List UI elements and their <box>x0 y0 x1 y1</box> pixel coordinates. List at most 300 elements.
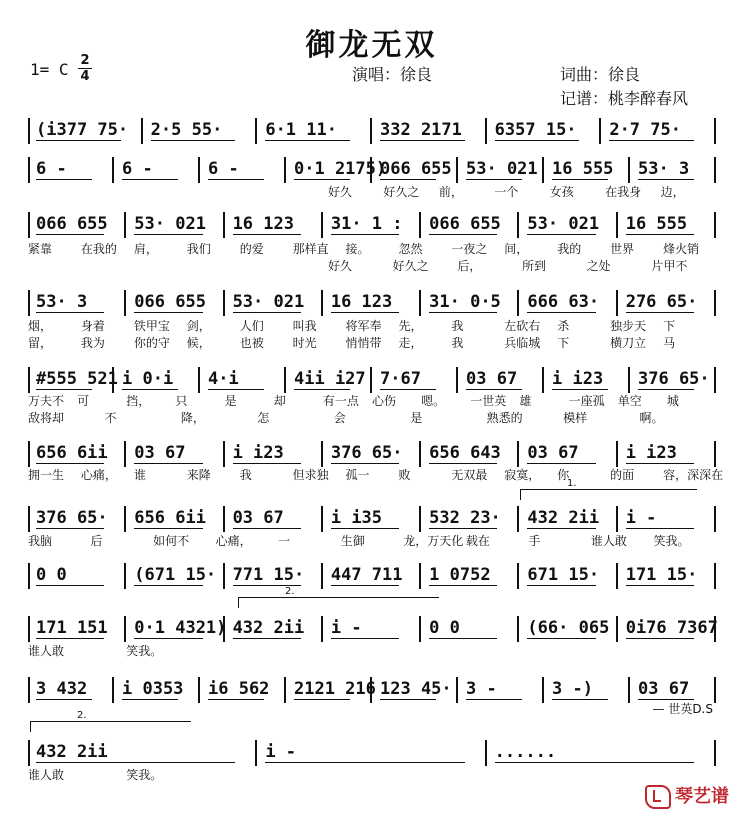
lyric-word: 下 <box>557 336 570 350</box>
staff-row <box>28 616 716 636</box>
beam-underline <box>626 463 694 464</box>
lyric-word: 在我的 <box>80 242 117 256</box>
beam-underline <box>36 762 235 763</box>
measure: i i23 <box>625 443 677 463</box>
barline <box>714 740 716 766</box>
beam-underline <box>380 140 465 141</box>
lyric-word: 横刀立 <box>610 336 647 350</box>
beam-underline <box>208 179 264 180</box>
volta-label-2: 2. <box>285 586 295 597</box>
lyric-word: 候， <box>186 336 211 350</box>
lyric-word: 的面 <box>610 468 635 482</box>
measure: 447 711 <box>330 565 403 585</box>
beam-underline <box>466 179 522 180</box>
watermark-text: 琴艺谱 <box>675 786 729 807</box>
beam-underline <box>527 585 595 586</box>
barline <box>517 563 519 589</box>
measure: 03 67 <box>527 443 579 463</box>
barline <box>419 506 421 532</box>
measure: 53· 021 <box>527 214 600 234</box>
lyric-word: 兵临城 <box>504 336 541 350</box>
measure: 771 15· <box>232 565 305 585</box>
lyric-word: 世界 <box>610 242 635 256</box>
lyric-word: 下 <box>663 319 676 333</box>
barline <box>419 616 421 642</box>
beam-underline <box>36 234 104 235</box>
barline <box>28 506 30 532</box>
beam-underline <box>429 638 497 639</box>
volta-bracket-3 <box>30 710 191 732</box>
barline <box>628 677 630 703</box>
beam-underline <box>233 528 301 529</box>
beam-underline <box>134 638 202 639</box>
measure: 432 2ii <box>527 508 600 528</box>
measure: 276 65· <box>625 292 698 312</box>
singer-credit: 演唱：徐良 <box>352 65 433 84</box>
beam-underline <box>233 463 301 464</box>
lyric-word: 龙，万天化 <box>403 534 464 548</box>
measure: 53· 021 <box>232 292 305 312</box>
beam-underline <box>638 179 694 180</box>
lyric-word: 我 <box>451 336 464 350</box>
barline <box>284 157 286 183</box>
volta-bracket-2 <box>238 586 439 608</box>
barline <box>28 157 30 183</box>
beam-underline <box>609 140 694 141</box>
lyric-word: 我为 <box>80 336 105 350</box>
measure: 31· 1 : <box>330 214 403 234</box>
lyric-word: 我们 <box>186 242 211 256</box>
barline <box>616 506 618 532</box>
staff-row <box>28 157 716 177</box>
barline <box>124 212 126 238</box>
beam-underline <box>331 463 399 464</box>
barline <box>284 677 286 703</box>
lyric-word: 载在 <box>465 534 490 548</box>
beam-underline <box>626 585 694 586</box>
measure: 3 -) <box>552 679 593 699</box>
measure: i6 562 <box>208 679 270 699</box>
beam-underline <box>380 179 436 180</box>
lyric-word: 我 <box>239 468 252 482</box>
measure: 0·1 4321) <box>134 618 227 638</box>
measure: 2121 216 <box>294 679 376 699</box>
measure: i - <box>265 742 297 762</box>
barline <box>370 118 372 144</box>
barline <box>28 563 30 589</box>
barline <box>124 290 126 316</box>
barline <box>714 563 716 589</box>
barline <box>616 290 618 316</box>
barline <box>223 212 225 238</box>
lyric-word: 降， <box>180 411 205 425</box>
lyric-word: 却 <box>273 394 286 408</box>
measure: 656 643 <box>429 443 501 463</box>
lyric-word: 熟悉的 <box>486 411 523 425</box>
barline <box>517 441 519 467</box>
beam-underline <box>429 528 497 529</box>
lyric-word: 肩， <box>133 242 158 256</box>
beam-underline <box>36 179 92 180</box>
beam-underline <box>331 312 399 313</box>
lyric-word: 容，深深在 <box>663 468 724 482</box>
composer-credit: 词曲：徐良 <box>560 65 641 84</box>
measure: 53· 3 <box>36 292 88 312</box>
measure: (671 15· <box>134 565 217 585</box>
beam-underline <box>552 179 608 180</box>
barline <box>28 367 30 393</box>
measure: 666 63· <box>527 292 600 312</box>
lyric-word: 败 <box>398 468 411 482</box>
lyric-word: 来降 <box>186 468 211 482</box>
lyric-word: 万夫不 <box>28 394 65 408</box>
barline <box>223 616 225 642</box>
barline <box>255 740 257 766</box>
lyric-word: 孤一 <box>345 468 370 482</box>
beam-underline <box>265 140 350 141</box>
barline <box>28 290 30 316</box>
barline <box>28 616 30 642</box>
beam-underline <box>122 389 178 390</box>
lyric-word: 烟， <box>28 319 53 333</box>
barline <box>419 290 421 316</box>
lyric-word: 敌将却 <box>28 411 65 425</box>
beam-underline <box>527 463 595 464</box>
measure: 1 0752 <box>429 565 491 585</box>
lyric-word: 时光 <box>292 336 317 350</box>
lyric-word: 先， <box>398 319 423 333</box>
barline <box>124 563 126 589</box>
beam-underline <box>134 234 202 235</box>
measure: 03 67 <box>134 443 186 463</box>
barline <box>542 367 544 393</box>
beam-underline <box>36 389 92 390</box>
beam-underline <box>294 179 350 180</box>
measure: 03 67 <box>232 508 284 528</box>
barline <box>628 367 630 393</box>
measure: 2·5 55· <box>150 120 223 140</box>
barline <box>714 157 716 183</box>
measure: i i35 <box>330 508 383 528</box>
lyric-word: 只 <box>175 394 188 408</box>
volta-label-3: 2. <box>77 710 87 721</box>
lyric-word: 谁人敢 <box>28 768 65 782</box>
barline <box>714 677 716 703</box>
barline <box>599 118 601 144</box>
measure: 4·i <box>208 369 239 389</box>
beam-underline <box>380 389 436 390</box>
barline <box>616 563 618 589</box>
barline <box>714 290 716 316</box>
lyric-word: 留， <box>28 336 53 350</box>
lyric-word: 心痛， <box>215 534 252 548</box>
measure: 16 555 <box>552 159 614 179</box>
beam-underline <box>331 585 399 586</box>
lyric-word: 不 <box>104 411 117 425</box>
barline <box>198 677 200 703</box>
measure: 123 45· <box>380 679 452 699</box>
barline <box>485 118 487 144</box>
barline <box>112 157 114 183</box>
lyric-word: 人们 <box>239 319 264 333</box>
barline <box>517 616 519 642</box>
measure: 6 - <box>36 159 67 179</box>
lyric-word: 你 <box>557 468 570 482</box>
barline <box>616 441 618 467</box>
measure: 066 655 <box>134 292 206 312</box>
beam-underline <box>36 699 92 700</box>
beam-underline <box>626 312 694 313</box>
beam-underline <box>122 179 178 180</box>
barline <box>124 616 126 642</box>
lyric-word: 之处 <box>586 259 611 273</box>
beam-underline <box>36 528 104 529</box>
lyric-word: 怎 <box>257 411 270 425</box>
barline <box>370 677 372 703</box>
measure: 7·67 <box>380 369 421 389</box>
measure: i i23 <box>552 369 604 389</box>
lyric-word: 叫我 <box>292 319 317 333</box>
lyric-word: 边， <box>660 185 685 199</box>
barline <box>321 506 323 532</box>
lyric-word: 可 <box>77 394 90 408</box>
lyric-word: 单空 <box>617 394 642 408</box>
measure: 066 655 <box>380 159 452 179</box>
lyric-word: 烽火销 <box>663 242 700 256</box>
barline <box>616 212 618 238</box>
lyric-word: 忽然 <box>398 242 423 256</box>
measure: i 0·i <box>122 369 174 389</box>
time-signature-top: 2 <box>80 53 90 68</box>
lyric-word: 一世英 <box>470 394 507 408</box>
lyric-word: 悄悄带 <box>345 336 382 350</box>
measure: 671 15· <box>527 565 600 585</box>
measure: 6357 15· <box>494 120 577 140</box>
barline <box>542 157 544 183</box>
beam-underline <box>134 528 202 529</box>
measure: i i23 <box>232 443 284 463</box>
barline <box>714 506 716 532</box>
barline <box>419 563 421 589</box>
lyric-word: 笑我。 <box>126 768 163 782</box>
staff-row <box>28 563 716 583</box>
beam-underline <box>527 528 595 529</box>
beam-underline <box>626 638 694 639</box>
measure: 432 2ii <box>232 618 305 638</box>
lyric-word: 谁人敢 <box>590 534 627 548</box>
barline <box>112 367 114 393</box>
ending-note: — 世英D.S <box>652 702 713 716</box>
beam-underline <box>429 585 497 586</box>
measure: 332 2171 <box>380 120 462 140</box>
qinyipu-logo-icon <box>645 785 671 809</box>
beam-underline <box>466 699 522 700</box>
key-signature: 1= C <box>30 60 69 79</box>
lyric-word: 那样直 <box>292 242 329 256</box>
barline <box>419 441 421 467</box>
lyric-word: 我的 <box>557 242 582 256</box>
beam-underline <box>626 528 694 529</box>
beam-underline <box>36 140 121 141</box>
staff-row <box>28 441 716 461</box>
barline <box>321 563 323 589</box>
barline <box>321 212 323 238</box>
staff-row <box>28 118 716 138</box>
lyric-word: 如何不 <box>153 534 190 548</box>
beam-underline <box>495 140 580 141</box>
measure: 066 655 <box>36 214 108 234</box>
measure: 53· 021 <box>134 214 206 234</box>
beam-underline <box>638 389 694 390</box>
measure: 0 0 <box>429 618 460 638</box>
barline <box>517 212 519 238</box>
barline <box>456 677 458 703</box>
measure: 03 67 <box>638 679 690 699</box>
measure: i 0353 <box>122 679 184 699</box>
measure: #555 521 <box>36 369 118 389</box>
barline <box>714 616 716 642</box>
barline <box>485 740 487 766</box>
barline <box>141 118 143 144</box>
staff-row <box>28 212 716 232</box>
beam-underline <box>466 389 522 390</box>
staff-row <box>28 506 716 526</box>
lyric-word: 后 <box>90 534 103 548</box>
measure: 6·1 11· <box>265 120 337 140</box>
lyric-word: 手 <box>528 534 541 548</box>
barline <box>321 441 323 467</box>
beam-underline <box>134 585 202 586</box>
notation-credit: 记谱：桃李醉春风 <box>560 89 689 108</box>
lyric-word: 左砍右 <box>504 319 541 333</box>
beam-underline <box>626 234 694 235</box>
lyric-word: 接。 <box>345 242 370 256</box>
barline <box>124 441 126 467</box>
lyric-word: 心痛， <box>80 468 117 482</box>
lyric-word: 生御 <box>340 534 365 548</box>
lyric-word: 模样 <box>563 411 588 425</box>
beam-underline <box>208 389 264 390</box>
lyric-word: 后， <box>457 259 482 273</box>
lyric-word: 铁甲宝 <box>133 319 170 333</box>
lyric-word: 好久 <box>328 185 353 199</box>
measure: 53· 021 <box>466 159 538 179</box>
lyric-word: 会 <box>333 411 346 425</box>
barline <box>714 118 716 144</box>
lyric-word: 雄 <box>519 394 532 408</box>
barline <box>517 290 519 316</box>
volta-bracket-1 <box>520 478 697 500</box>
beam-underline <box>331 528 399 529</box>
barline <box>284 367 286 393</box>
lyric-word: 一个 <box>494 185 519 199</box>
lyric-word: 是 <box>410 411 423 425</box>
lyric-word: 有一点 <box>322 394 359 408</box>
beam-underline <box>429 463 497 464</box>
measure: 171 15· <box>625 565 698 585</box>
measure: ...... <box>494 742 557 762</box>
time-signature <box>78 54 92 83</box>
measure: 656 6ii <box>134 508 206 528</box>
barline <box>255 118 257 144</box>
lyric-word: 间， <box>504 242 529 256</box>
barline <box>28 677 30 703</box>
barline <box>223 563 225 589</box>
beam-underline <box>294 389 350 390</box>
lyric-word: 啊。 <box>639 411 664 425</box>
barline <box>28 118 30 144</box>
lyric-word: 也被 <box>239 336 264 350</box>
page-title: 御龙无双 <box>305 28 438 63</box>
lyric-word: 剑， <box>186 319 211 333</box>
measure: 376 65· <box>36 508 108 528</box>
measure: (66· 065 <box>527 618 610 638</box>
measure: 376 65· <box>638 369 710 389</box>
measure: 656 6ii <box>36 443 108 463</box>
beam-underline <box>331 638 399 639</box>
measure: (i377 75· <box>36 120 129 140</box>
barline <box>124 506 126 532</box>
measure: 6 - <box>122 159 153 179</box>
beam-underline <box>552 389 608 390</box>
beam-underline <box>429 234 497 235</box>
measure: 16 555 <box>625 214 688 234</box>
beam-underline <box>208 699 264 700</box>
lyric-word: 笑我。 <box>653 534 690 548</box>
beam-underline <box>36 638 104 639</box>
measure: 3 432 <box>36 679 88 699</box>
barline <box>112 677 114 703</box>
staff-row <box>28 677 716 697</box>
beam-underline <box>134 463 202 464</box>
lyric-word: 谁人敢 <box>28 644 65 658</box>
barline <box>370 367 372 393</box>
barline <box>714 441 716 467</box>
lyric-word: 片甲不 <box>651 259 688 273</box>
staff-row <box>28 290 716 310</box>
lyric-word: 一 <box>278 534 291 548</box>
measure: 16 123 <box>330 292 393 312</box>
barline <box>419 212 421 238</box>
lyric-word: 嗯。 <box>421 394 446 408</box>
beam-underline <box>233 638 301 639</box>
beam-underline <box>36 312 104 313</box>
beam-underline <box>233 234 301 235</box>
beam-underline <box>134 312 202 313</box>
beam-underline <box>122 699 178 700</box>
lyric-word: 无双最 <box>451 468 488 482</box>
barline <box>714 367 716 393</box>
watermark <box>645 782 729 809</box>
barline <box>321 616 323 642</box>
lyric-word: 但求独 <box>292 468 329 482</box>
lyric-word: 好久 <box>328 259 353 273</box>
beam-underline <box>331 234 399 235</box>
lyric-word: 笑我。 <box>126 644 163 658</box>
measure: 03 67 <box>466 369 518 389</box>
lyric-word: 在我身 <box>605 185 642 199</box>
volta-label-1: 1. <box>567 478 577 489</box>
barline <box>456 367 458 393</box>
lyric-word: 将军奉 <box>345 319 382 333</box>
measure: 3 - <box>466 679 497 699</box>
lyric-word: 一夜之 <box>451 242 488 256</box>
beam-underline <box>233 312 301 313</box>
time-signature-bottom: 4 <box>80 69 90 84</box>
lyric-word: 挡， <box>126 394 151 408</box>
measure: 532 23· <box>429 508 501 528</box>
lyric-word: 寂寞， <box>504 468 541 482</box>
